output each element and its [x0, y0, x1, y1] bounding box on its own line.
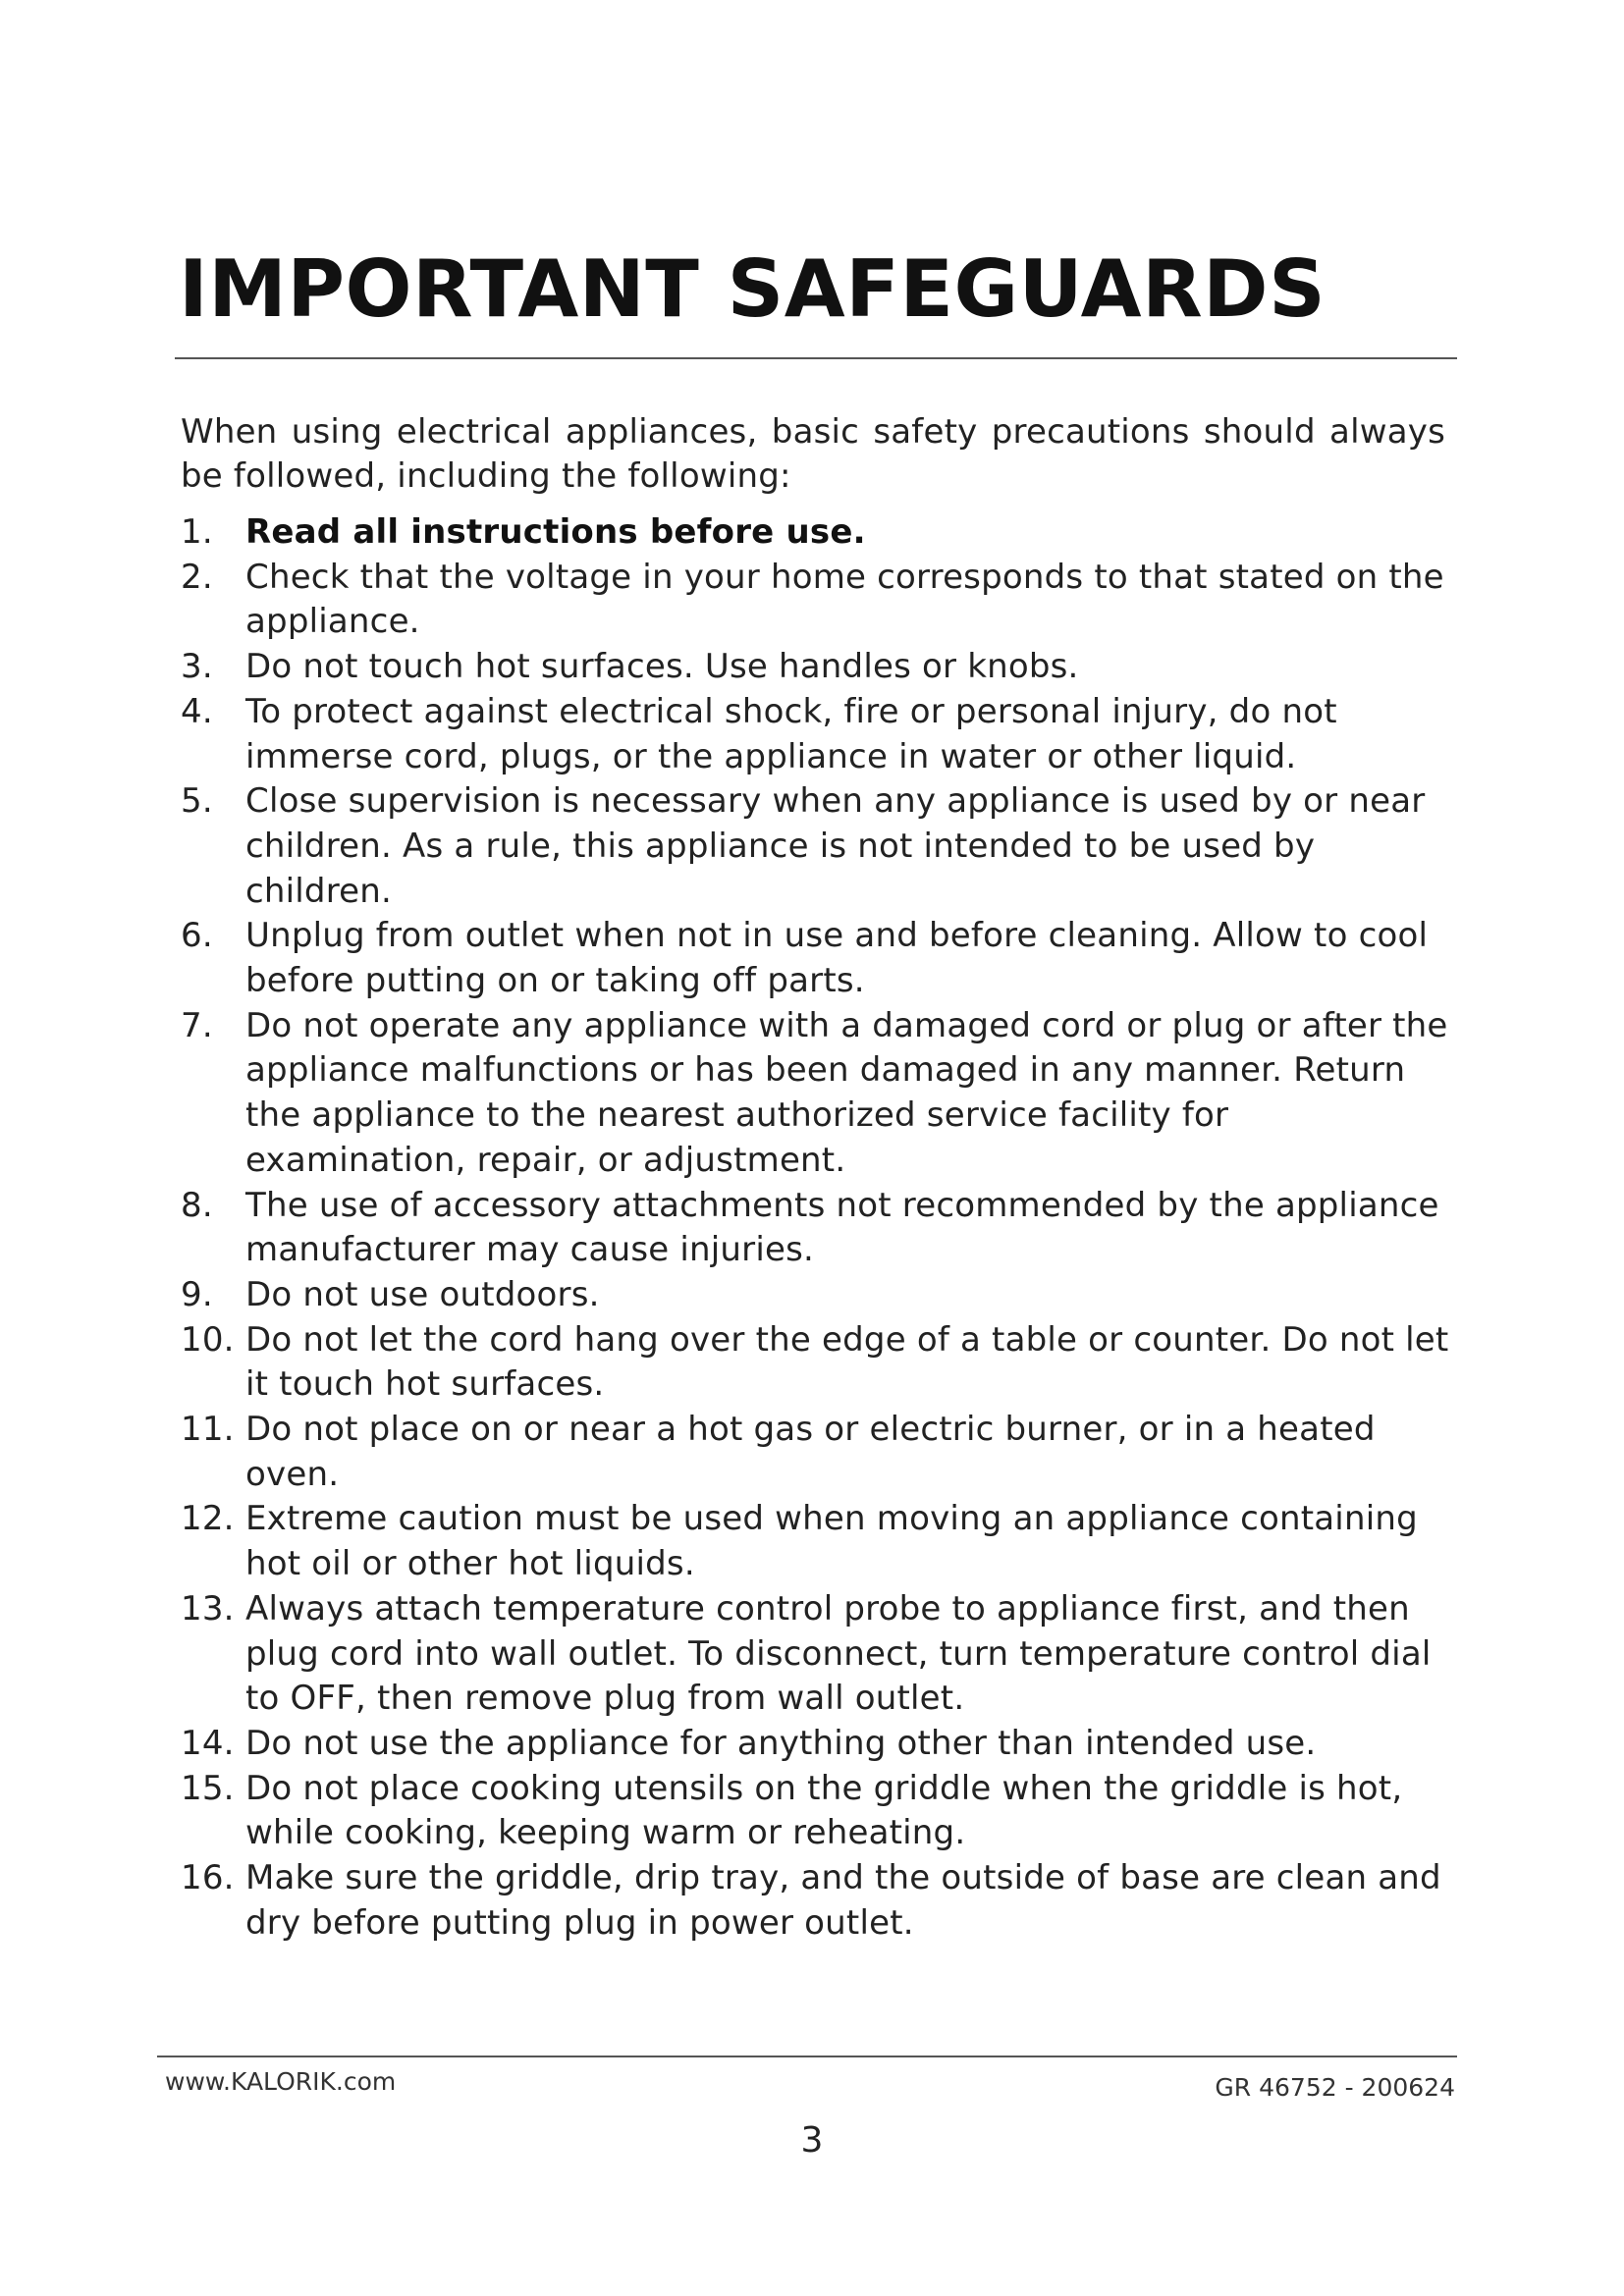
footer-divider [157, 2056, 1457, 2057]
item-text: Extreme caution must be used when moving an appliance containing hot oil or other hot liquids. [245, 1499, 1418, 1584]
page-number: 3 [800, 2120, 824, 2161]
footer-model-code: GR 46752 - 200624 [1215, 2073, 1455, 2102]
item-number: 5. [181, 781, 213, 822]
item-number: 10. [181, 1319, 235, 1360]
footer-website: www.KALORIK.com [165, 2067, 397, 2096]
item-text: Check that the voltage in your home corresponds to that stated on the appliance. [245, 557, 1444, 642]
list-item [181, 1004, 1457, 1184]
item-text: Do not let the cord hang over the edge of a table or counter. Do not let it touch hot surfaces. [245, 1319, 1449, 1405]
item-text: The use of accessory attachments not recommended by the appliance manufacturer may cause injuries. [245, 1185, 1439, 1270]
list-item [181, 645, 1457, 690]
list-item [181, 1856, 1457, 1946]
item-text: Do not use the appliance for anything other than intended use. [245, 1723, 1317, 1763]
item-text: Do not touch hot surfaces. Use handles or knobs. [245, 647, 1079, 687]
list-item [181, 1722, 1457, 1767]
item-number: 7. [181, 1005, 213, 1045]
item-number: 2. [181, 557, 213, 597]
page-title: IMPORTANT SAFEGUARDS [179, 243, 1326, 335]
list-item [181, 690, 1457, 779]
title-divider [175, 357, 1457, 359]
safeguards-list [181, 510, 1457, 1947]
list-item [181, 1587, 1457, 1722]
item-text: Do not operate any appliance with a damaged cord or plug or after the appliance malfunctions or has been damaged in any manner. Return the appliance to the nearest authorized service facility for examination, repair, or adjustment. [245, 1005, 1448, 1180]
item-number: 8. [181, 1185, 213, 1225]
list-item [181, 1497, 1457, 1586]
item-number: 13. [181, 1588, 235, 1629]
list-item [181, 1318, 1457, 1408]
item-text: Make sure the griddle, drip tray, and the outside of base are clean and dry before putting plug in power outlet. [245, 1858, 1441, 1943]
list-item [181, 1273, 1457, 1318]
item-text: Unplug from outlet when not in use and before cleaning. Allow to cool before putting on or taking off parts. [245, 916, 1429, 1001]
item-number: 15. [181, 1768, 235, 1808]
item-number: 6. [181, 916, 213, 956]
item-text: Always attach temperature control probe to appliance first, and then plug cord into wall outlet. To disconnect, turn temperature control dial to OFF, then remove plug from wall outlet. [245, 1588, 1432, 1719]
list-item [181, 510, 1457, 556]
list-item [181, 1184, 1457, 1273]
item-number: 16. [181, 1858, 235, 1898]
intro-paragraph: When using electrical appliances, basic safety precautions should always be followed, including the following: [181, 412, 1445, 496]
list-item [181, 779, 1457, 914]
item-text: Read all instructions before use. [245, 512, 866, 552]
item-text: Do not use outdoors. [245, 1274, 600, 1314]
item-text: Close supervision is necessary when any appliance is used by or near children. As a rule, this appliance is not intended to be used by children. [245, 781, 1426, 911]
list-item [181, 914, 1457, 1003]
item-text: Do not place on or near a hot gas or electric burner, or in a heated oven. [245, 1410, 1376, 1494]
item-number: 9. [181, 1274, 213, 1314]
item-number: 11. [181, 1410, 235, 1450]
list-item [181, 1767, 1457, 1856]
item-text: To protect against electrical shock, fire or personal injury, do not immerse cord, plugs, or the appliance in water or other liquid. [245, 691, 1337, 776]
item-number: 4. [181, 691, 213, 731]
list-item [181, 556, 1457, 645]
list-item [181, 1408, 1457, 1497]
item-number: 14. [181, 1723, 235, 1763]
item-number: 3. [181, 647, 213, 687]
item-number: 12. [181, 1499, 235, 1539]
item-number: 1. [181, 512, 213, 552]
item-text: Do not place cooking utensils on the griddle when the griddle is hot, while cooking, keeping warm or reheating. [245, 1768, 1403, 1853]
